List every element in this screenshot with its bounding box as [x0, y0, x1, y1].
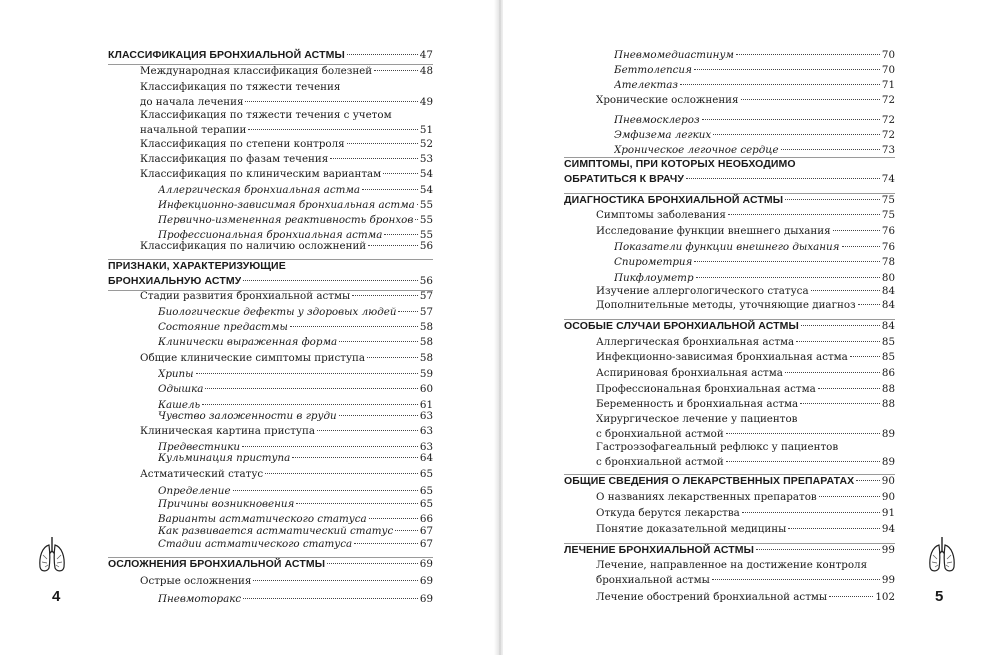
toc-section-heading	[108, 557, 433, 572]
left-page	[0, 0, 497, 655]
dot-leader	[395, 529, 418, 531]
toc-title: Международная классификация болезней	[140, 65, 373, 77]
toc-page-number: 99	[881, 574, 895, 586]
toc-page-number: 47	[419, 49, 433, 61]
toc-title-line: СИМПТОМЫ, ПРИ КОТОРЫХ НЕОБХОДИМО	[564, 158, 796, 170]
toc-section-heading	[564, 474, 895, 489]
toc-entry	[108, 574, 433, 589]
toc-title: Профессиональная бронхиальная астма	[596, 383, 816, 395]
toc-title: ЛЕЧЕНИЕ БРОНХИАЛЬНОЙ АСТМЫ	[564, 544, 755, 556]
toc-subentry	[564, 113, 895, 128]
toc-page-number: 65	[419, 468, 433, 480]
toc-page-number: 76	[881, 241, 895, 253]
toc-page-number: 57	[419, 306, 433, 318]
toc-page-number: 85	[881, 351, 895, 363]
toc-page-number: 54	[419, 184, 433, 196]
toc-title-line: ПРИЗНАКИ, ХАРАКТЕРИЗУЮЩИЕ	[108, 260, 286, 272]
toc-title: Клиническая картина приступа	[140, 425, 315, 437]
toc-title: Причины возникновения	[158, 498, 295, 510]
toc-page-number: 60	[419, 383, 433, 395]
section-divider	[564, 474, 895, 475]
dot-leader	[205, 387, 417, 389]
toc-entry	[564, 350, 895, 365]
section-divider	[108, 557, 433, 558]
toc-page-number: 85	[881, 336, 895, 348]
toc-title: Предвестники	[158, 441, 241, 453]
toc-subentry	[108, 592, 433, 607]
toc-subentry	[108, 367, 433, 382]
toc-entry	[564, 335, 895, 350]
toc-title: ОСОБЫЕ СЛУЧАИ БРОНХИАЛЬНОЙ АСТМЫ	[564, 320, 799, 332]
lungs-icon	[927, 535, 957, 575]
dot-leader	[818, 387, 880, 389]
toc-title: Стадии развития бронхиальной астмы	[140, 290, 351, 302]
toc-entry	[108, 351, 433, 366]
toc-subentry	[108, 409, 433, 424]
toc-subentry	[564, 143, 895, 158]
dot-leader	[352, 294, 418, 296]
toc-entry	[108, 108, 433, 138]
toc-title: Клинически выраженная форма	[158, 336, 338, 348]
page-number-left: 4	[52, 588, 61, 605]
toc-page-number: 66	[419, 513, 433, 525]
toc-title-line: Гастроэзофагеальный рефлюкс у пациентов	[596, 441, 839, 453]
toc-page-number: 69	[419, 593, 433, 605]
toc-subentry	[108, 497, 433, 512]
toc-title: Хронические осложнения	[596, 94, 739, 106]
dot-leader	[856, 479, 879, 481]
toc-subentry	[564, 128, 895, 143]
toc-subentry	[108, 305, 433, 320]
dot-leader	[741, 98, 880, 100]
toc-page-number: 76	[881, 225, 895, 237]
toc-page-number: 55	[419, 229, 433, 241]
dot-leader	[330, 157, 418, 159]
toc-page-number: 99	[881, 544, 895, 556]
toc-section-heading	[564, 193, 895, 208]
toc-section-heading	[564, 543, 895, 558]
dot-leader	[243, 597, 418, 599]
toc-entry	[564, 93, 895, 108]
dot-leader	[694, 68, 880, 70]
toc-title: начальной терапии	[140, 124, 247, 136]
toc-page-number: 89	[881, 428, 895, 440]
dot-leader	[796, 340, 880, 342]
toc-title-line: Лечение, направленное на достижение контроля	[596, 559, 868, 571]
dot-leader	[253, 579, 417, 581]
dot-leader	[702, 118, 880, 120]
dot-leader	[374, 69, 418, 71]
toc-page-number: 102	[875, 591, 895, 603]
toc-page-number: 58	[419, 321, 433, 333]
dot-leader	[785, 371, 880, 373]
toc-page-number: 67	[419, 525, 433, 537]
dot-leader	[196, 372, 418, 374]
lungs-icon	[37, 535, 67, 575]
toc-title-line: Классификация по тяжести течения с учетом	[140, 109, 392, 121]
dot-leader	[694, 260, 880, 262]
toc-page-number: 54	[419, 168, 433, 180]
dot-leader	[367, 356, 418, 358]
dot-leader	[265, 472, 418, 474]
toc-title: Аллергическая бронхиальная астма	[596, 336, 795, 348]
toc-page-number: 49	[419, 96, 433, 108]
toc-title: с бронхиальной астмой	[596, 428, 724, 440]
toc-title: Эмфизема легких	[614, 129, 712, 141]
toc-page-number: 72	[881, 94, 895, 106]
toc-page-number: 84	[881, 320, 895, 332]
toc-subentry	[564, 240, 895, 255]
dot-leader	[728, 213, 880, 215]
toc-title: Дополнительные методы, уточняющие диагноз	[596, 299, 856, 311]
toc-title: Ателектаз	[614, 79, 678, 91]
dot-leader	[726, 460, 880, 462]
toc-title: Биологические дефекты у здоровых людей	[158, 306, 397, 318]
toc-page-number: 86	[881, 367, 895, 379]
toc-page-number: 69	[419, 575, 433, 587]
toc-subentry	[108, 198, 433, 213]
toc-subentry	[108, 213, 433, 228]
dot-leader	[339, 414, 418, 416]
toc-page-number: 48	[419, 65, 433, 77]
toc-page-number: 72	[881, 114, 895, 126]
toc-page-number: 70	[881, 64, 895, 76]
dot-leader	[712, 578, 880, 580]
toc-title: Пневмомедиастинум	[614, 49, 734, 61]
toc-entry	[564, 366, 895, 381]
dot-leader	[354, 542, 418, 544]
toc-title: Инфекционно-зависимая бронхиальная астма	[596, 351, 848, 363]
dot-leader	[347, 53, 418, 55]
dot-leader	[781, 148, 880, 150]
toc-title: Понятие доказательной медицины	[596, 523, 787, 535]
toc-page-number: 63	[419, 410, 433, 422]
toc-title: Варианты астматического статуса	[158, 513, 367, 525]
toc-title: Классификация по клиническим вариантам	[140, 168, 382, 180]
toc-page-number: 75	[881, 194, 895, 206]
toc-page-number: 80	[881, 272, 895, 284]
toc-page-number: 88	[881, 398, 895, 410]
toc-title: Классификация по наличию осложнений	[140, 240, 367, 252]
dot-leader	[742, 511, 880, 513]
toc-subentry	[108, 451, 433, 466]
toc-subentry	[108, 335, 433, 350]
toc-title: Инфекционно-зависимая бронхиальная астма	[158, 199, 415, 211]
dot-leader	[696, 276, 880, 278]
dot-leader	[680, 83, 880, 85]
toc-title: Чувство заложенности в груди	[158, 410, 337, 422]
toc-page-number: 59	[419, 368, 433, 380]
dot-leader	[327, 562, 418, 564]
toc-title: Одышка	[158, 383, 204, 395]
toc-subentry	[564, 48, 895, 63]
dot-leader	[850, 355, 880, 357]
right-page	[503, 0, 1000, 655]
dot-leader	[290, 325, 418, 327]
toc-title: Стадии астматического статуса	[158, 538, 353, 550]
toc-entry	[108, 80, 433, 110]
dot-leader	[788, 527, 880, 529]
toc-page-number: 94	[881, 523, 895, 535]
dot-leader	[833, 229, 880, 231]
dot-leader	[819, 495, 880, 497]
dot-leader	[713, 133, 880, 135]
toc-page-number: 88	[881, 383, 895, 395]
toc-subentry	[108, 320, 433, 335]
toc-page-number: 64	[419, 452, 433, 464]
toc-page-number: 70	[881, 49, 895, 61]
toc-entry	[108, 467, 433, 482]
toc-title: Хрипы	[158, 368, 194, 380]
toc-entry	[564, 506, 895, 521]
toc-page-number: 71	[881, 79, 895, 91]
toc-title: ДИАГНОСТИКА БРОНХИАЛЬНОЙ АСТМЫ	[564, 194, 784, 206]
dot-leader	[202, 403, 418, 405]
dot-leader	[383, 172, 418, 174]
toc-title-line: Классификация по тяжести течения	[140, 81, 341, 93]
toc-page-number: 63	[419, 425, 433, 437]
toc-entry	[564, 522, 895, 537]
dot-leader	[800, 402, 880, 404]
toc-subentry	[108, 183, 433, 198]
dot-leader	[243, 279, 417, 281]
toc-title: Пневмоторакс	[158, 593, 242, 605]
toc-page-number: 55	[419, 214, 433, 226]
toc-title: Откуда берутся лекарства	[596, 507, 740, 519]
toc-entry	[564, 490, 895, 505]
toc-entry	[564, 298, 895, 313]
toc-title: ОБРАТИТЬСЯ К ВРАЧУ	[564, 173, 685, 185]
toc-entry	[108, 152, 433, 167]
toc-title: Хроническое легочное сердце	[614, 144, 779, 156]
toc-title: ОСЛОЖНЕНИЯ БРОНХИАЛЬНОЙ АСТМЫ	[108, 558, 326, 570]
toc-subentry	[564, 78, 895, 93]
toc-title: бронхиальной астмы	[596, 574, 710, 586]
toc-page-number: 58	[419, 336, 433, 348]
dot-leader	[829, 595, 873, 597]
dot-leader	[801, 324, 880, 326]
toc-title: Как развивается астматический статус	[158, 525, 394, 537]
toc-page-number: 67	[419, 538, 433, 550]
dot-leader	[317, 429, 418, 431]
section-divider	[564, 543, 895, 544]
toc-page-number: 65	[419, 498, 433, 510]
toc-entry	[564, 440, 895, 470]
toc-section-heading	[564, 157, 895, 187]
dot-leader	[726, 432, 880, 434]
toc-entry	[564, 590, 895, 605]
toc-entry	[108, 239, 433, 254]
toc-entry	[564, 382, 895, 397]
dot-leader	[233, 489, 418, 491]
toc-title: Состояние предастмы	[158, 321, 288, 333]
toc-entry	[108, 289, 433, 304]
toc-page-number: 52	[419, 138, 433, 150]
toc-entry	[564, 224, 895, 239]
section-divider	[108, 259, 433, 260]
dot-leader	[415, 218, 418, 220]
toc-title: Кашель	[158, 399, 201, 411]
toc-title: Пневмосклероз	[614, 114, 700, 126]
toc-entry	[108, 137, 433, 152]
toc-title: Лечение обострений бронхиальной астмы	[596, 591, 828, 603]
toc-title: Исследование функции внешнего дыхания	[596, 225, 831, 237]
toc-title: Аспириновая бронхиальная астма	[596, 367, 783, 379]
toc-page-number: 57	[419, 290, 433, 302]
toc-page-number: 91	[881, 507, 895, 519]
toc-title: до начала лечения	[140, 96, 244, 108]
dot-leader	[245, 100, 417, 102]
toc-page-number: 56	[419, 240, 433, 252]
toc-section-heading	[564, 319, 895, 334]
toc-title: БРОНХИАЛЬНУЮ АСТМУ	[108, 275, 242, 287]
toc-entry	[564, 558, 895, 588]
toc-title: Симптомы заболевания	[596, 209, 726, 221]
section-divider	[108, 64, 433, 65]
toc-entry	[564, 208, 895, 223]
dot-leader	[417, 203, 418, 205]
toc-entry	[108, 167, 433, 182]
dot-leader	[248, 128, 417, 130]
dot-leader	[296, 502, 418, 504]
toc-page-number: 73	[881, 144, 895, 156]
toc-title: Показатели функции внешнего дыхания	[614, 241, 840, 253]
toc-subentry	[108, 382, 433, 397]
toc-page-number: 53	[419, 153, 433, 165]
toc-title: Кульминация приступа	[158, 452, 291, 464]
toc-title: Острые осложнения	[140, 575, 252, 587]
toc-title: КЛАССИФИКАЦИЯ БРОНХИАЛЬНОЙ АСТМЫ	[108, 49, 345, 61]
toc-title: Первично-измененная реактивность бронхов	[158, 214, 414, 226]
toc-page-number: 65	[419, 485, 433, 497]
toc-page-number: 69	[419, 558, 433, 570]
toc-page-number: 72	[881, 129, 895, 141]
toc-title: Пикфлоуметр	[614, 272, 694, 284]
section-divider	[564, 319, 895, 320]
toc-subentry	[108, 537, 433, 552]
toc-subentry	[564, 63, 895, 78]
toc-section-heading	[108, 259, 433, 289]
toc-page-number: 75	[881, 209, 895, 221]
page-number-right: 5	[935, 588, 944, 605]
toc-page-number: 84	[881, 285, 895, 297]
toc-page-number: 55	[419, 199, 433, 211]
toc-subentry	[564, 255, 895, 270]
dot-leader	[368, 244, 418, 246]
toc-page-number: 84	[881, 299, 895, 311]
toc-page-number: 56	[419, 275, 433, 287]
toc-entry	[108, 424, 433, 439]
dot-leader	[292, 456, 418, 458]
toc-entry	[564, 284, 895, 299]
toc-title: Аллергическая бронхиальная астма	[158, 184, 361, 196]
toc-entry	[564, 397, 895, 412]
dot-leader	[811, 289, 880, 291]
toc-page-number: 90	[881, 491, 895, 503]
toc-entry	[564, 412, 895, 442]
toc-title: с бронхиальной астмой	[596, 456, 724, 468]
toc-section-heading	[108, 48, 433, 63]
dot-leader	[362, 188, 418, 190]
dot-leader	[369, 517, 418, 519]
section-divider	[564, 157, 895, 158]
toc-page-number: 61	[419, 399, 433, 411]
toc-page-number: 78	[881, 256, 895, 268]
toc-title-line: Хирургическое лечение у пациентов	[596, 413, 798, 425]
section-divider	[108, 290, 433, 291]
toc-page-number: 51	[419, 124, 433, 136]
dot-leader	[347, 142, 418, 144]
toc-title: ОБЩИЕ СВЕДЕНИЯ О ЛЕКАРСТВЕННЫХ ПРЕПАРАТАХ	[564, 475, 855, 487]
dot-leader	[339, 340, 418, 342]
toc-title: Профессиональная бронхиальная астма	[158, 229, 383, 241]
toc-title: Изучение аллергологического статуса	[596, 285, 809, 297]
toc-page-number: 63	[419, 441, 433, 453]
toc-page-number: 90	[881, 475, 895, 487]
toc-title: Астматический статус	[140, 468, 264, 480]
dot-leader	[842, 245, 880, 247]
toc-title: Общие клинические симптомы приступа	[140, 352, 366, 364]
toc-page-number: 89	[881, 456, 895, 468]
dot-leader	[242, 445, 418, 447]
toc-title: Спирометрия	[614, 256, 693, 268]
dot-leader	[686, 177, 880, 179]
toc-title: О названиях лекарственных препаратов	[596, 491, 817, 503]
section-divider	[564, 193, 895, 194]
dot-leader	[858, 303, 880, 305]
toc-title: Определение	[158, 485, 231, 497]
toc-title: Классификация по фазам течения	[140, 153, 329, 165]
toc-title: Классификация по степени контроля	[140, 138, 345, 150]
dot-leader	[736, 53, 880, 55]
dot-leader	[398, 310, 417, 312]
toc-page-number: 74	[881, 173, 895, 185]
toc-entry	[108, 64, 433, 79]
dot-leader	[756, 548, 880, 550]
toc-title: Беременность и бронхиальная астма	[596, 398, 799, 410]
toc-title: Беттолепсия	[614, 64, 692, 76]
dot-leader	[785, 198, 880, 200]
toc-page-number: 58	[419, 352, 433, 364]
dot-leader	[384, 233, 418, 235]
